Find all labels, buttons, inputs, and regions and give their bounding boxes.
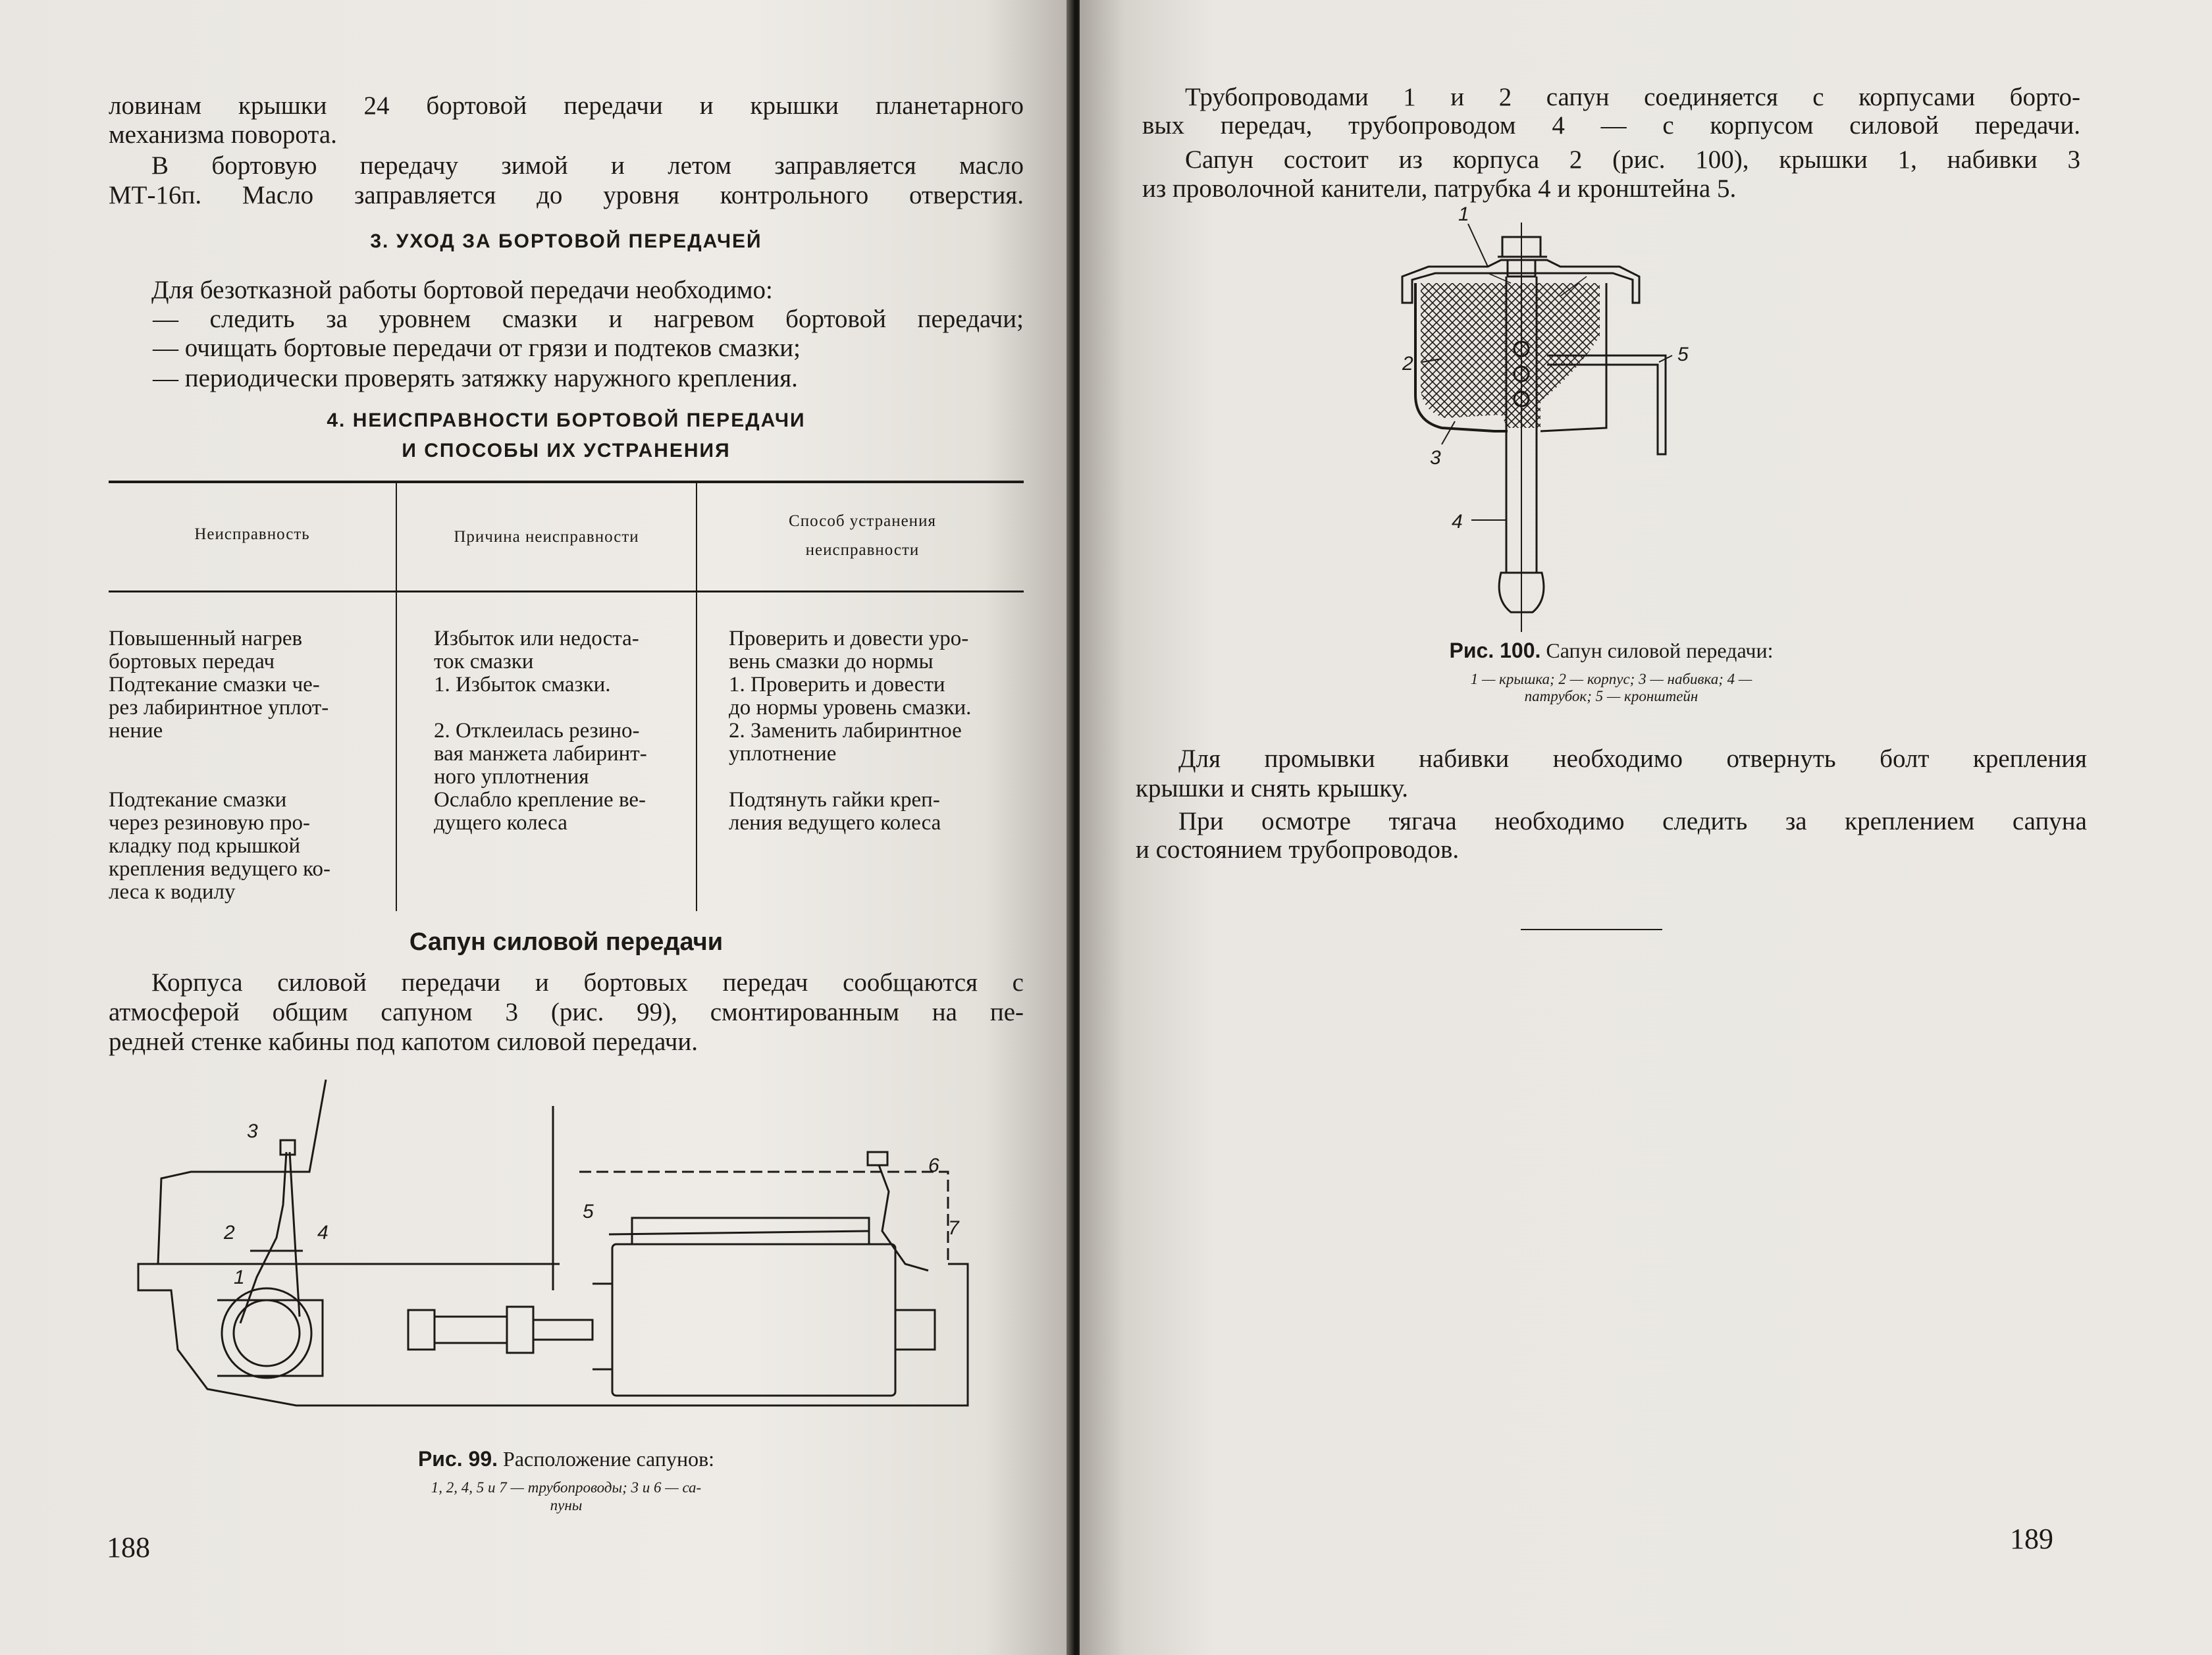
fig99-label-1: 1: [234, 1267, 245, 1288]
fig100-label-1: 1: [1458, 204, 1469, 225]
fig99-label-6: 6: [928, 1155, 939, 1176]
page-number-right: 189: [2010, 1523, 2053, 1555]
table-header-cause: Причина неисправности: [454, 528, 639, 546]
fig99-legend-1: 1, 2, 4, 5 и 7 — трубопроводы; 3 и 6 — са-: [431, 1479, 702, 1496]
left-page: [0, 0, 1070, 1655]
fig99-label-4: 4: [317, 1222, 329, 1244]
section3-line-4: — периодически проверять затяжку наружного крепления.: [153, 364, 798, 392]
page-number-left: 188: [107, 1531, 150, 1563]
fig100-caption-label: Рис. 100.: [1449, 639, 1541, 662]
intro-line-2: механизма поворота.: [109, 120, 337, 149]
fig100-label-2: 2: [1402, 353, 1413, 375]
fig99-label-2: 2: [224, 1222, 235, 1244]
fig99-label-3: 3: [247, 1120, 258, 1142]
fig100-label-4: 4: [1452, 511, 1463, 533]
fig99-caption: [109, 1447, 1024, 1471]
fig100-caption: [1142, 639, 2080, 663]
right-after-line-4: и состоянием трубопроводов.: [1136, 835, 1460, 864]
right-page: [1080, 0, 2212, 1655]
fig99-caption-text: Расположение сапунов:: [503, 1447, 715, 1471]
sapun-heading: Сапун силовой передачи: [409, 928, 724, 956]
fig99-label-5: 5: [583, 1201, 594, 1222]
fig100-legend-2: патрубок; 5 — кронштейн: [1524, 688, 1698, 704]
right-line-3: Сапун состоит из корпуса 2 (рис. 100), крышки 1, набивки 3: [1185, 145, 2080, 174]
sapun-line-3: редней стенке кабины под капотом силовой передачи.: [109, 1028, 698, 1056]
fig100-legend-1: 1 — крышка; 2 — корпус; 3 — набивка; 4 —: [1470, 671, 1752, 687]
fig99-caption-label: Рис. 99.: [417, 1447, 498, 1471]
section3-line-3: — очищать бортовые передачи от грязи и подтеков смазки;: [153, 334, 801, 362]
table-top-rule: [109, 481, 1024, 483]
table-col-fault: Повышенный нагрев бортовых передач Подтекание смазки че- рез лабиринтное уплот- нение Подтекание смазки через резиновую про- кладку под крышкой крепления ведущего ко- леса к водилу: [109, 627, 330, 904]
table-header-rule: [109, 591, 1024, 592]
table-col-remedy: Проверить и довести уро- вень смазки до нормы 1. Проверить и довести до нормы уровень смазки. 2. Заменить лабиринтное уплотнение Подтянуть гайки креп- ления ведущего колеса: [729, 627, 972, 835]
fig100-label-5: 5: [1677, 344, 1689, 365]
right-after-line-3: При осмотре тягача необходимо следить за креплением сапуна: [1178, 807, 2087, 835]
right-after-line-1: Для промывки набивки необходимо отвернуть болт крепления: [1178, 745, 2087, 773]
section3-line-2: — следить за уровнем смазки и нагревом бортовой передачи;: [153, 305, 1024, 333]
intro-line-1: ловинам крышки 24 бортовой передачи и крышки планетарного: [109, 92, 1024, 120]
sapun-line-2: атмосферой общим сапуном 3 (рис. 99), смонтированным на пе-: [109, 998, 1024, 1026]
right-line-1: Трубопроводами 1 и 2 сапун соединяется с корпусами борто-: [1185, 83, 2080, 111]
section3-heading: 3. УХОД ЗА БОРТОВОЙ ПЕРЕДАЧЕЙ: [370, 230, 762, 252]
fig99-vehicle-diagram: [132, 1066, 988, 1435]
fig100-label-3: 3: [1430, 447, 1441, 469]
table-col-divider-2: [696, 483, 697, 911]
section4-heading-2: И СПОСОБЫ ИХ УСТРАНЕНИЯ: [402, 440, 731, 461]
section3-line-1: Для безотказной работы бортовой передачи необходимо:: [151, 276, 773, 304]
fig100-breather-diagram: [1389, 204, 1718, 632]
table-header-remedy: Способ устранения неисправности: [789, 512, 936, 559]
sapun-line-1: Корпуса силовой передачи и бортовых передач сообщаются с: [151, 968, 1024, 997]
right-after-line-2: крышки и снять крышку.: [1136, 774, 1408, 802]
table-col-cause: Избыток или недоста- ток смазки 1. Избыток смазки. 2. Отклеилась резино- вая манжета лабиринт- ного уплотнения Ослабло крепление ве- дущего колеса: [434, 627, 647, 835]
fig99-label-7: 7: [948, 1217, 959, 1239]
right-line-4: из проволочной канители, патрубка 4 и кронштейна 5.: [1142, 174, 1737, 203]
end-rule: [1521, 929, 1662, 930]
intro-line-3: В бортовую передачу зимой и летом заправляется масло: [151, 151, 1024, 180]
intro-line-4: МТ-16п. Масло заправляется до уровня контрольного отверстия.: [109, 181, 1024, 209]
section4-heading-1: 4. НЕИСПРАВНОСТИ БОРТОВОЙ ПЕРЕДАЧИ: [327, 409, 806, 431]
table-header-fault: Неисправность: [194, 525, 310, 543]
right-line-2: вых передач, трубопроводом 4 — с корпусом силовой передачи.: [1142, 111, 2080, 140]
fig100-caption-text: Сапун силовой передачи:: [1546, 639, 1774, 662]
fig99-legend-2: пуны: [550, 1497, 583, 1513]
